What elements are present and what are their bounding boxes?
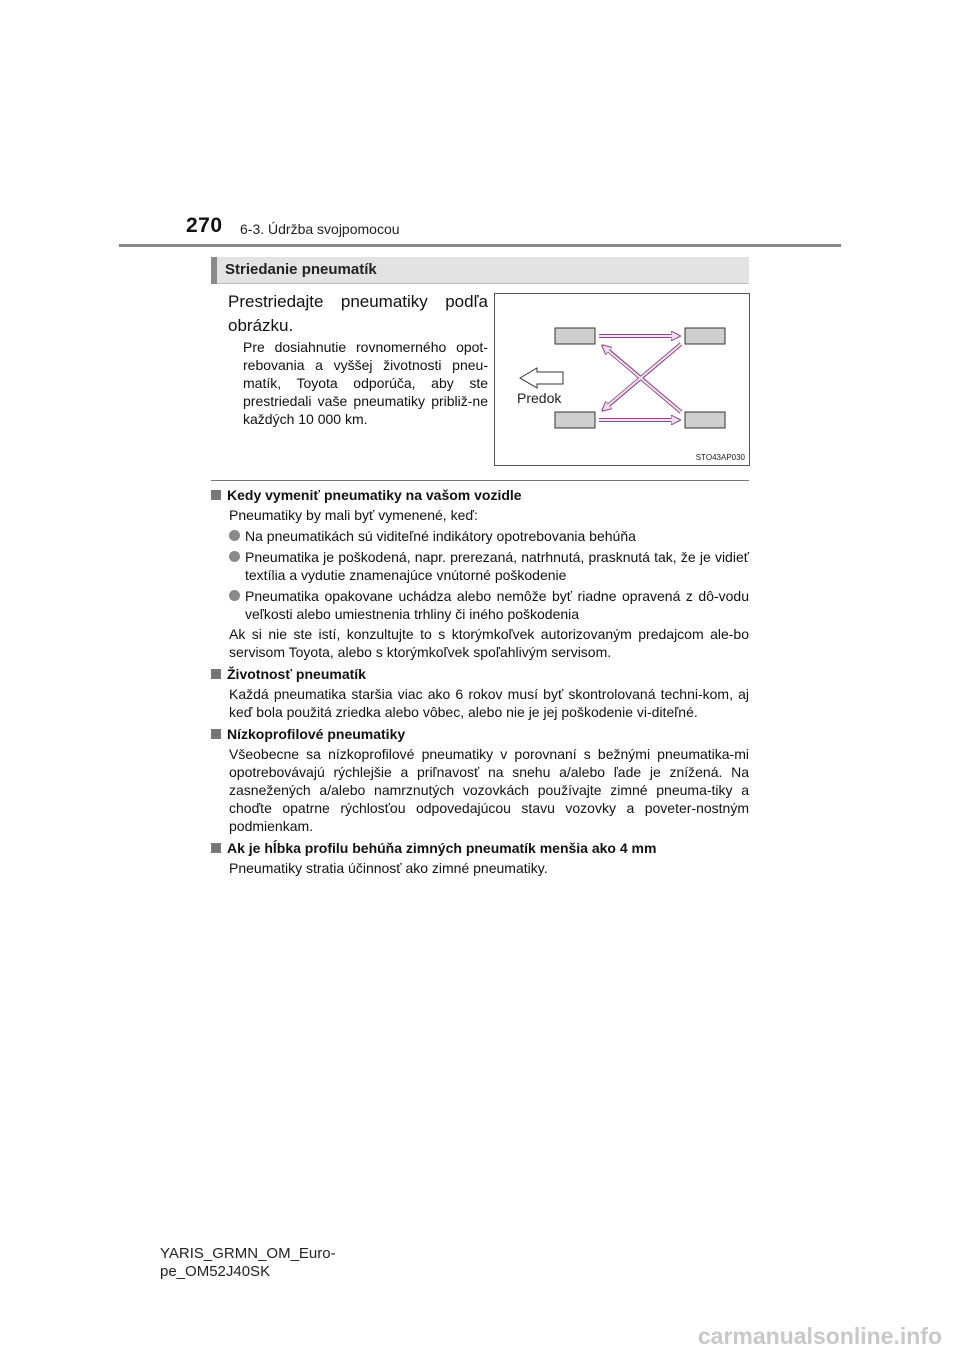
life-text: Každá pneumatika staršia viac ako 6 rokov musí byť skontrolovaná techni-kom, aj keď bola použitá zriedka alebo vôbec, alebo nie je jej poškodenie vi-diteľné. <box>229 686 749 720</box>
round-bullet-icon <box>229 551 240 562</box>
winter-heading-text: Ak je hĺbka profilu behúňa zimných pneumatík menšia ako 4 mm <box>227 840 657 856</box>
heading-accent <box>211 257 217 284</box>
header-divider <box>119 244 841 247</box>
low-profile-text: Všeobecne sa nízkoprofilové pneumatiky v porovnaní s bežnými pneumatika-mi opotrebovávajú rýchlejšie a priľnavosť na snehu a/alebo ľade je znížená. Na zasnežených a/alebo namrznutých vozovkách používajte zimné pneuma-tiky a choďte opatrne rýchlosťou odpovedajúcou stavu vozovky a poveter-nostným podmienkam. <box>229 746 749 834</box>
tire-rear-left <box>555 412 595 428</box>
replace-lead: Pneumatiky by mali byť vymenené, keď: <box>229 507 478 523</box>
bullet-text: Pneumatika opakovane uchádza alebo nemôže byť riadne opravená z dô-vodu veľkosti alebo umiestnenia trhliny či iného poškodenia <box>245 588 749 622</box>
section-divider <box>211 480 749 481</box>
square-bullet-icon <box>211 729 221 739</box>
tire-info-sections <box>211 486 749 877</box>
square-bullet-icon <box>211 669 221 679</box>
footer-line-1: YARIS_GRMN_OM_Euro- <box>160 1245 336 1262</box>
list-item <box>229 527 749 545</box>
figure-code: STO43AP030 <box>695 453 745 462</box>
list-item <box>229 587 749 623</box>
life-heading-text: Životnosť pneumatík <box>227 666 366 682</box>
tire-rotation-figure <box>494 293 750 466</box>
section-heading-bar <box>211 257 749 284</box>
page-number: 270 <box>186 214 223 237</box>
round-bullet-icon <box>229 590 240 601</box>
replace-heading-text: Kedy vymeniť pneumatiky na vašom vozidle <box>227 487 522 503</box>
round-bullet-icon <box>229 530 240 541</box>
bullet-text: Pneumatika je poškodená, napr. prerezaná, natrhnutá, prasknutá tak, že je vidieť textília a vydutie znamenajúce vnútorné poškodenie <box>245 549 749 583</box>
tire-rear-right <box>685 412 725 428</box>
low-profile-heading-text: Nízkoprofilové pneumatiky <box>227 726 406 742</box>
square-bullet-icon <box>211 490 221 500</box>
square-bullet-icon <box>211 843 221 853</box>
bullet-text: Na pneumatikách sú viditeľné indikátory opotrebovania behúňa <box>245 528 636 544</box>
life-heading <box>211 665 749 683</box>
list-item <box>229 548 749 584</box>
winter-heading <box>211 839 749 857</box>
rotation-intro: Prestriedajte pneumatiky podľa obrázku. <box>228 292 488 335</box>
low-profile-heading <box>211 725 749 743</box>
front-direction-arrow <box>520 368 563 388</box>
watermark: carmanualsonline.info <box>697 1323 942 1349</box>
section-heading: Striedanie pneumatík <box>225 261 377 278</box>
front-label: Predok <box>517 390 562 406</box>
replace-heading <box>211 486 749 504</box>
rotation-note: Pre dosiahnutie rovnomerného opot-rebovania a vyššej životnosti pneu-matík, Toyota odporúča, aby ste prestriedali vaše pneumatiky približ-ne každých 10 000 km. <box>243 339 488 427</box>
winter-text: Pneumatiky stratia účinnosť ako zimné pneumatiky. <box>229 860 548 876</box>
tire-front-right <box>685 328 725 344</box>
footer-line-2: pe_OM52J40SK <box>160 1263 271 1280</box>
replace-closing: Ak si nie ste istí, konzultujte to s ktorýmkoľvek autorizovaným predajcom ale-bo servisom Toyota, alebo s ktorýmkoľvek spoľahlivým servisom. <box>229 626 749 660</box>
footer-document-id <box>160 1245 336 1281</box>
tire-front-left <box>555 328 595 344</box>
tire-rotation-diagram <box>495 294 751 467</box>
section-title: 6-3. Údržba svojpomocou <box>240 221 400 237</box>
